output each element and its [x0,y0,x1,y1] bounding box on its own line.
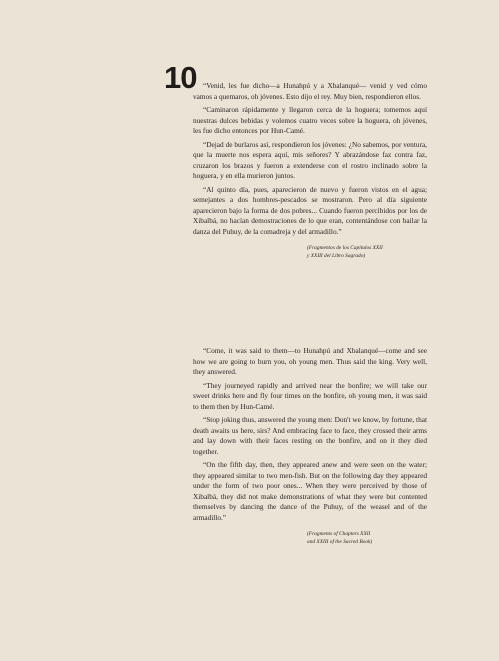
caption-line: (Fragmentos de los Capítulos XXII [307,245,383,251]
spanish-paragraph: “Al quinto día, pues, aparecieron de nuevo y fueron vistos en el agua; semejantes a dos hombres-pescados se mostraron. Pero al día siguiente aparecieron bajo la forma de dos pobres... Cuando fueron percibidos por los de Xibalbá, no hacían demostraciones de lo que eran, contentándose con bailar la danza del Puhuy, de la comadreja y del armadillo.” [193,184,427,236]
spanish-text-block [193,81,427,260]
page-number: 10 [164,60,197,95]
english-source-caption [193,530,427,546]
english-paragraph: “Stop joking thus, answered the young men: Don't we know, by fortune, that death awaits us here, sirs? And embracing face to face, they crossed their arms and lay down with their faces resting on the bonfire, and on it they died together. [193,415,427,456]
spanish-paragraph: “Dejad de burlaros así, respondieron los jóvenes: ¿No sabemos, por ventura, que la muerte nos espera aquí, mis señores? Y abrazándose faz contra faz, cruzaron los brazos y fueron a extenderse con el rostro inclinado sobre la hoguera, y en ella murieron juntos. [193,139,427,180]
english-paragraph: “On the fifth day, then, they appeared anew and were seen on the water; they appeared similar to two men-fish. But on the following day they appeared under the form of two poor ones... When they were perceived by those of Xibalbá, they did not make demonstrations of what they were but contented themselves by dancing the dance of the Puhuy, of the weasel and of the armadillo.” [193,460,427,522]
caption-line: (Fragments of Chapters XXII [307,531,371,537]
english-paragraph: “Come, it was said to them—to Hunahpú and Xbalanqué—come and see how we are going to burn you, oh young men. Thus said the king. Very well, they answered. [193,346,427,376]
caption-line: y XXIII del Libro Sagrado) [307,253,366,259]
caption-line: and XXIII of the Sacred Book) [307,539,373,545]
english-paragraph: “They journeyed rapidly and arrived near the bonfire; we will take our sweet drinks here and fly four times on the bonfire, oh young men, it was said to them then by Hun-Camé. [193,380,427,411]
spanish-paragraph: “Caminaron rápidamente y llegaron cerca de la hoguera; tomemos aquí nuestras dulces bebidas y volemos cuatro veces sobre la hoguera, oh jóvenes, les fue dicho entonces por Hun-Camé. [193,105,427,135]
spanish-source-caption [193,244,427,260]
spanish-paragraph: “Venid, les fue dicho—a Hunahpú y a Xbalanqué— venid y ved cómo vamos a quemaros, oh jóvenes. Esto dijo el rey. Muy bien, respondieron ellos. [193,81,427,101]
english-text-block [193,346,427,546]
